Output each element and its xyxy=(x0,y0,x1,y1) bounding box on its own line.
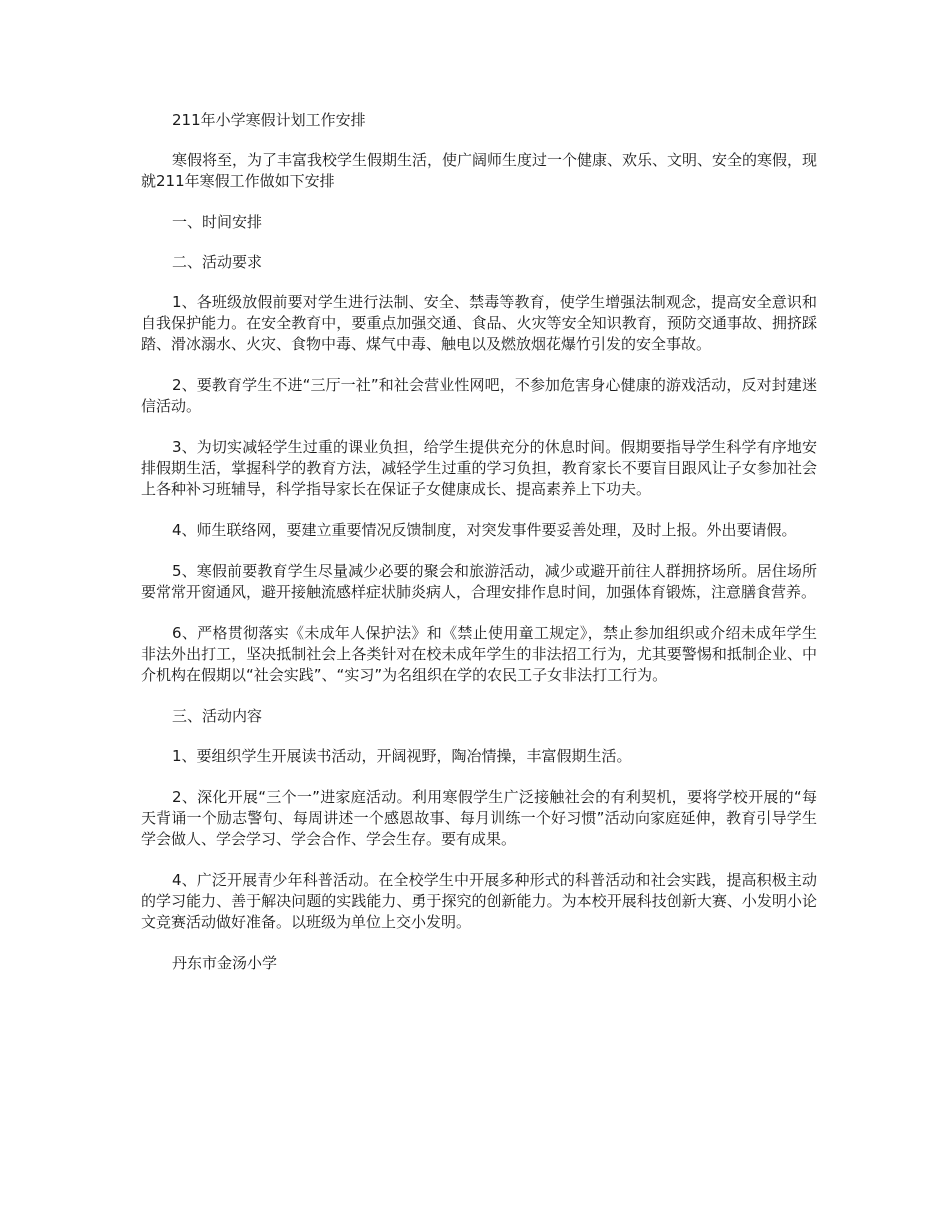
requirement-item: 3、为切实减轻学生过重的课业负担，给学生提供充分的休息时间。假期要指导学生科学有序地安排假期生活，掌握科学的教育方法，减轻学生过重的学习负担，教育家长不要盲目跟风让子女参加社会上各种补习班辅导，科学指导家长在保证子女健康成长、提高素养上下功夫。 xyxy=(141,438,817,498)
document-page xyxy=(141,110,817,994)
requirement-item: 4、师生联络网，要建立重要情况反馈制度，对突发事件要妥善处理，及时上报。外出要请假。 xyxy=(172,521,797,539)
requirement-item: 2、要教育学生不进“三厅一社”和社会营业性网吧，不参加危害身心健康的游戏活动，反对封建迷信活动。 xyxy=(141,376,817,415)
content-item: 2、深化开展“三个一”进家庭活动。利用寒假学生广泛接触社会的有利契机，要将学校开展的“每天背诵一个励志警句、每周讲述一个感恩故事、每月训练一个好习惯”活动向家庭延伸，教育引导学生学会做人、学会学习、学会合作、学会生存。要有成果。 xyxy=(141,788,817,848)
requirement-item: 6、严格贯彻落实《未成年人保护法》和《禁止使用童工规定》，禁止参加组织或介绍未成年学生非法外出打工，坚决抵制社会上各类针对在校未成年学生的非法招工行为，尤其要警惕和抵制企业、中介机构在假期以“社会实践”、“实习”为名组织在学的农民工子女非法打工行为。 xyxy=(141,624,817,684)
section-heading-content: 三、活动内容 xyxy=(172,707,263,725)
requirement-item: 5、寒假前要教育学生尽量减少必要的聚会和旅游活动，减少或避开前往人群拥挤场所。居住场所要常常开窗通风，避开接触流感样症状肺炎病人，合理安排作息时间，加强体育锻炼，注意膳食营养。 xyxy=(141,562,817,601)
content-item: 1、要组织学生开展读书活动，开阔视野，陶冶情操，丰富假期生活。 xyxy=(172,747,632,765)
signature: 丹东市金汤小学 xyxy=(172,954,278,972)
requirement-item: 1、各班级放假前要对学生进行法制、安全、禁毒等教育，使学生增强法制观念，提高安全意识和自我保护能力。在安全教育中，要重点加强交通、食品、火灾等安全知识教育，预防交通事故、拥挤踩踏、滑冰溺水、火灾、食物中毒、煤气中毒、触电以及燃放烟花爆竹引发的安全事故。 xyxy=(141,293,817,353)
section-heading-time: 一、时间安排 xyxy=(172,213,263,231)
section-heading-requirements: 二、活动要求 xyxy=(172,253,263,271)
document-title: 211年小学寒假计划工作安排 xyxy=(172,111,366,129)
content-item: 4、广泛开展青少年科普活动。在全校学生中开展多种形式的科普活动和社会实践，提高积极主动的学习能力、善于解决问题的实践能力、勇于探究的创新能力。为本校开展科技创新大赛、小发明小论文竞赛活动做好准备。以班级为单位上交小发明。 xyxy=(141,871,817,931)
intro-paragraph: 寒假将至，为了丰富我校学生假期生活，使广阔师生度过一个健康、欢乐、文明、安全的寒假，现就211年寒假工作做如下安排 xyxy=(141,151,818,190)
